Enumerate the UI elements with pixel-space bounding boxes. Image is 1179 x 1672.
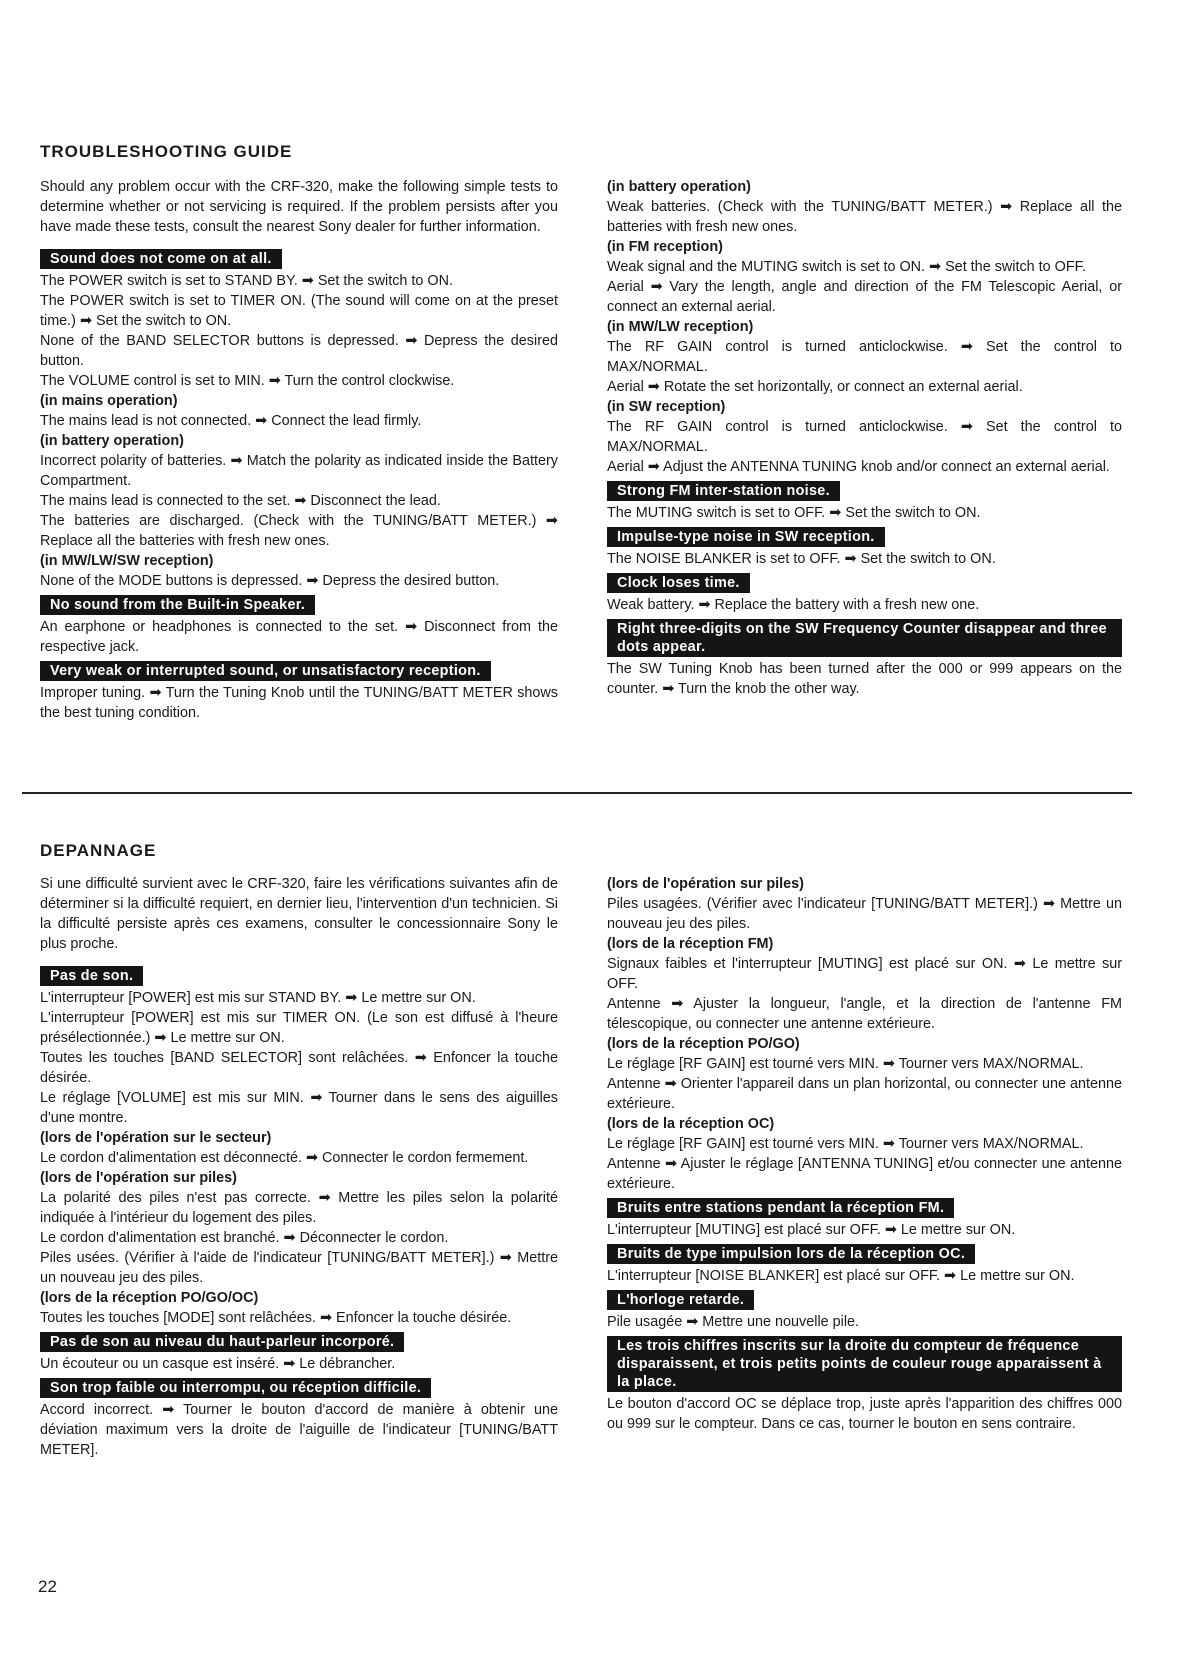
fr-intro: Si une difficulté survient avec le CRF-320, faire les vérifications suivantes afin de déterminer si la difficulté requiert, en dernier lieu, l'intervention d'un technicien. Si la difficulté persiste après ces examens, consulter le concessionnaire Sony le plus proche. bbox=[40, 876, 558, 952]
fr-subheading: (lors de l'opération sur piles) bbox=[607, 876, 804, 892]
en-item: The batteries are discharged. (Check with the TUNING/BATT METER.) ➡ Replace all the batteries with fresh new ones. bbox=[40, 513, 558, 549]
en-item: The VOLUME control is set to MIN. ➡ Turn the control clockwise. bbox=[40, 373, 455, 389]
en-subheading: (in MW/LW/SW reception) bbox=[40, 553, 214, 569]
fr-item: Piles usagées. (Vérifier avec l'indicateur [TUNING/BATT METER].) ➡ Mettre un nouveau jeu des piles. bbox=[607, 896, 1122, 932]
en-subheading: (in battery operation) bbox=[40, 433, 184, 449]
en-subheading: (in MW/LW reception) bbox=[607, 319, 754, 335]
en-item: The POWER switch is set to TIMER ON. (The sound will come on at the preset time.) ➡ Set the switch to ON. bbox=[40, 293, 558, 329]
fr-item: L'interrupteur [POWER] est mis sur STAND BY. ➡ Le mettre sur ON. bbox=[40, 990, 476, 1006]
fr-item: Signaux faibles et l'interrupteur [MUTING] est placé sur ON. ➡ Le mettre sur OFF. bbox=[607, 956, 1122, 992]
fr-section-title: DEPANNAGE bbox=[40, 841, 157, 860]
en-item: Aerial ➡ Vary the length, angle and direction of the FM Telescopic Aerial, or connect an external aerial. bbox=[607, 279, 1122, 315]
fr-item: Le réglage [RF GAIN] est tourné vers MIN. ➡ Tourner vers MAX/NORMAL. bbox=[607, 1056, 1084, 1072]
fr-item: Toutes les touches [BAND SELECTOR] sont relâchées. ➡ Enfoncer la touche désirée. bbox=[40, 1050, 558, 1086]
fr-item: Antenne ➡ Orienter l'appareil dans un plan horizontal, ou connecter une antenne extérieure. bbox=[607, 1076, 1122, 1112]
en-item: The RF GAIN control is turned anticlockwise. ➡ Set the control to MAX/NORMAL. bbox=[607, 419, 1122, 455]
fr-item: Pile usagée ➡ Mettre une nouvelle pile. bbox=[607, 1314, 860, 1330]
en-intro: Should any problem occur with the CRF-320, make the following simple tests to determine whether or not servicing is required. If the problem persists after you have made these tests, consult the nearest Sony dealer for further information. bbox=[40, 179, 558, 235]
fr-item: Antenne ➡ Ajuster le réglage [ANTENNA TUNING] et/ou connecter une antenne extérieure. bbox=[607, 1156, 1122, 1192]
fr-heading-no-sound: Pas de son. bbox=[40, 966, 143, 986]
en-item: Improper tuning. ➡ Turn the Tuning Knob until the TUNING/BATT METER shows the best tuning condition. bbox=[40, 685, 558, 721]
en-section-title: TROUBLESHOOTING GUIDE bbox=[40, 142, 293, 161]
en-heading-sw-noise: Impulse-type noise in SW reception. bbox=[607, 527, 885, 547]
en-item: An earphone or headphones is connected to the set. ➡ Disconnect from the respective jack. bbox=[40, 619, 558, 655]
page-number: 22 bbox=[38, 1577, 57, 1596]
fr-heading-fm-noise: Bruits entre stations pendant la réception FM. bbox=[607, 1198, 954, 1218]
fr-right-column bbox=[607, 874, 1122, 1434]
en-right-column bbox=[607, 177, 1122, 699]
fr-heading-sw-noise: Bruits de type impulsion lors de la réception OC. bbox=[607, 1244, 975, 1264]
fr-item: La polarité des piles n'est pas correcte. ➡ Mettre les piles selon la polarité indiquée à l'intérieur du logement des piles. bbox=[40, 1190, 558, 1226]
fr-subheading: (lors de la réception PO/GO) bbox=[607, 1036, 800, 1052]
en-item: The RF GAIN control is turned anticlockwise. ➡ Set the control to MAX/NORMAL. bbox=[607, 339, 1122, 375]
en-item: The POWER switch is set to STAND BY. ➡ Set the switch to ON. bbox=[40, 273, 453, 289]
fr-left-column bbox=[40, 874, 558, 1460]
fr-item: Le cordon d'alimentation est branché. ➡ Déconnecter le cordon. bbox=[40, 1230, 449, 1246]
en-heading-no-sound: Sound does not come on at all. bbox=[40, 249, 282, 269]
en-subheading: (in FM reception) bbox=[607, 239, 723, 255]
fr-item: L'interrupteur [POWER] est mis sur TIMER ON. (Le son est diffusé à l'heure présélectionnée.) ➡ Le mettre sur ON. bbox=[40, 1010, 558, 1046]
en-item: None of the BAND SELECTOR buttons is depressed. ➡ Depress the desired button. bbox=[40, 333, 558, 369]
en-heading-weak: Very weak or interrupted sound, or unsatisfactory reception. bbox=[40, 661, 491, 681]
fr-item: Le réglage [VOLUME] est mis sur MIN. ➡ Tourner dans le sens des aiguilles d'une montre. bbox=[40, 1090, 558, 1126]
en-heading-counter: Right three-digits on the SW Frequency Counter disappear and three dots appear. bbox=[607, 619, 1122, 657]
en-item: The mains lead is not connected. ➡ Connect the lead firmly. bbox=[40, 413, 422, 429]
fr-heading-weak: Son trop faible ou interrompu, ou réception difficile. bbox=[40, 1378, 431, 1398]
fr-heading-clock: L'horloge retarde. bbox=[607, 1290, 754, 1310]
fr-item: Le cordon d'alimentation est déconnecté. ➡ Connecter le cordon fermement. bbox=[40, 1150, 529, 1166]
fr-item: Accord incorrect. ➡ Tourner le bouton d'accord de manière à obtenir une déviation maximum vers la droite de l'aiguille de l'indicateur [TUNING/BATT METER]. bbox=[40, 1402, 558, 1458]
en-subheading: (in battery operation) bbox=[607, 179, 751, 195]
fr-item: L'interrupteur [NOISE BLANKER] est placé sur OFF. ➡ Le mettre sur ON. bbox=[607, 1268, 1075, 1284]
fr-subheading: (lors de la réception PO/GO/OC) bbox=[40, 1290, 259, 1306]
fr-item: Un écouteur ou un casque est inséré. ➡ Le débrancher. bbox=[40, 1356, 396, 1372]
en-item: The SW Tuning Knob has been turned after the 000 or 999 appears on the counter. ➡ Turn the knob the other way. bbox=[607, 661, 1122, 697]
fr-item: L'interrupteur [MUTING] est placé sur OFF. ➡ Le mettre sur ON. bbox=[607, 1222, 1016, 1238]
section-divider bbox=[22, 792, 1132, 794]
fr-subheading: (lors de l'opération sur le secteur) bbox=[40, 1130, 272, 1146]
en-item: Weak signal and the MUTING switch is set to ON. ➡ Set the switch to OFF. bbox=[607, 259, 1086, 275]
en-left-column bbox=[40, 177, 558, 723]
en-item: Weak batteries. (Check with the TUNING/BATT METER.) ➡ Replace all the batteries with fresh new ones. bbox=[607, 199, 1122, 235]
en-heading-clock: Clock loses time. bbox=[607, 573, 750, 593]
fr-subheading: (lors de la réception FM) bbox=[607, 936, 774, 952]
en-item: Aerial ➡ Rotate the set horizontally, or connect an external aerial. bbox=[607, 379, 1023, 395]
en-item: Weak battery. ➡ Replace the battery with a fresh new one. bbox=[607, 597, 980, 613]
en-item: The MUTING switch is set to OFF. ➡ Set the switch to ON. bbox=[607, 505, 981, 521]
fr-heading-speaker: Pas de son au niveau du haut-parleur incorporé. bbox=[40, 1332, 404, 1352]
fr-item: Le bouton d'accord OC se déplace trop, juste après l'apparition des chiffres 000 ou 999 sur le compteur. Dans ce cas, tourner le bouton en sens contraire. bbox=[607, 1396, 1122, 1432]
en-subheading: (in SW reception) bbox=[607, 399, 726, 415]
en-heading-fm-noise: Strong FM inter-station noise. bbox=[607, 481, 840, 501]
en-subheading: (in mains operation) bbox=[40, 393, 178, 409]
en-item: Aerial ➡ Adjust the ANTENNA TUNING knob and/or connect an external aerial. bbox=[607, 459, 1110, 475]
en-item: Incorrect polarity of batteries. ➡ Match the polarity as indicated inside the Battery Compartment. bbox=[40, 453, 558, 489]
en-item: The NOISE BLANKER is set to OFF. ➡ Set the switch to ON. bbox=[607, 551, 996, 567]
fr-subheading: (lors de la réception OC) bbox=[607, 1116, 775, 1132]
fr-subheading: (lors de l'opération sur piles) bbox=[40, 1170, 237, 1186]
en-item: The mains lead is connected to the set. ➡ Disconnect the lead. bbox=[40, 493, 441, 509]
fr-item: Le réglage [RF GAIN] est tourné vers MIN. ➡ Tourner vers MAX/NORMAL. bbox=[607, 1136, 1084, 1152]
fr-item: Piles usées. (Vérifier à l'aide de l'indicateur [TUNING/BATT METER].) ➡ Mettre un nouveau jeu des piles. bbox=[40, 1250, 558, 1286]
en-heading-speaker: No sound from the Built-in Speaker. bbox=[40, 595, 315, 615]
fr-item: Antenne ➡ Ajuster la longueur, l'angle, et la direction de l'antenne FM télescopique, ou connecter une antenne extérieure. bbox=[607, 996, 1122, 1032]
fr-heading-counter: Les trois chiffres inscrits sur la droite du compteur de fréquence disparaissent, et trois petits points de couleur rouge apparaissent à la place. bbox=[607, 1336, 1122, 1392]
en-item: None of the MODE buttons is depressed. ➡ Depress the desired button. bbox=[40, 573, 500, 589]
fr-item: Toutes les touches [MODE] sont relâchées. ➡ Enfoncer la touche désirée. bbox=[40, 1310, 512, 1326]
